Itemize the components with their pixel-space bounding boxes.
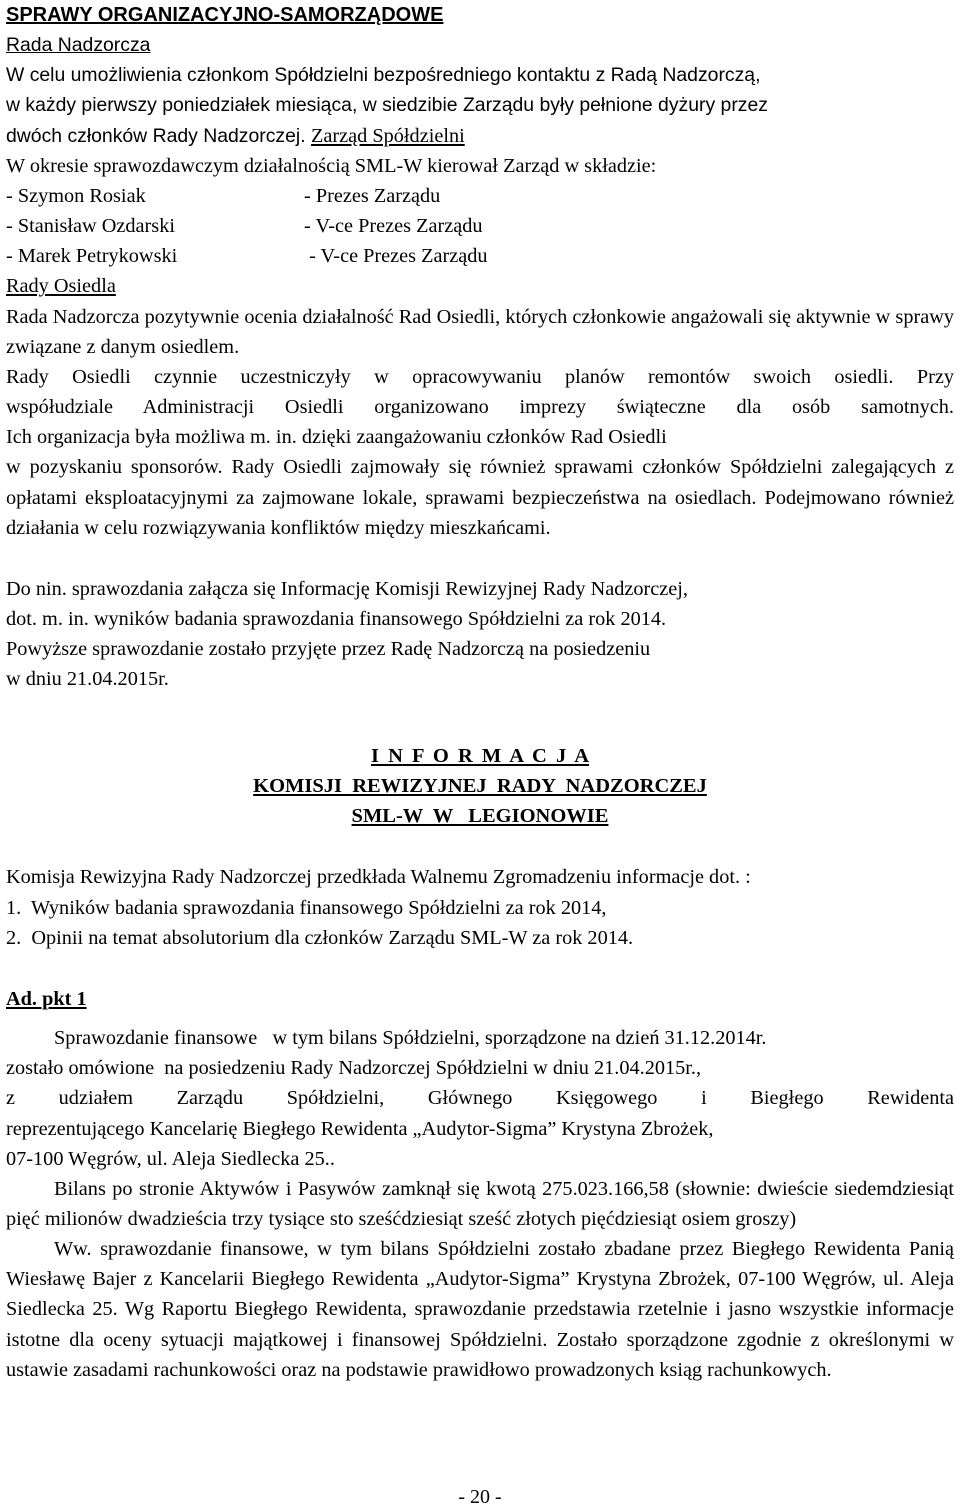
ad-pkt1-line-4: reprezentującego Kancelarię Biegłego Rewidenta „Audytor-Sigma” Krystyna Zbrożek,	[6, 1117, 714, 1140]
member-name: - Szymon Rosiak	[6, 184, 146, 207]
zarzad-member-3	[6, 241, 954, 271]
member-name: - Marek Petrykowski	[6, 245, 178, 268]
rady-osiedla-line-3: Ich organizacja była możliwa m. in. dzięki zaangażowaniu członków Rad Osiedli	[6, 426, 667, 449]
zarzad-member-1	[6, 181, 954, 211]
ad-pkt1-heading: Ad. pkt 1	[6, 987, 87, 1010]
ad-pkt1-line-2: zostało omówione na posiedzeniu Rady Nadzorczej Spółdzielni w dniu 21.04.2015r.,	[6, 1057, 702, 1080]
informacja-section	[6, 862, 954, 952]
rada-nadzorcza-text-3-start: dwóch członków Rady Nadzorczej.	[6, 124, 306, 147]
informacja-title-2: KOMISJI REWIZYJNEJ RADY NADZORCZEJ	[253, 775, 707, 798]
member-role: - V-ce Prezes Zarządu	[304, 245, 488, 268]
rada-nadzorcza-heading: Rada Nadzorcza	[6, 34, 151, 57]
member-role: - Prezes Zarządu	[304, 184, 441, 207]
rada-nadzorcza-text-2: w każdy pierwszy poniedziałek miesiąca, w siedzibie Zarządu były pełnione dyżury przez	[6, 94, 768, 117]
member-role: - V-ce Prezes Zarządu	[304, 215, 483, 238]
zarzad-member-2	[6, 211, 954, 241]
member-name: - Stanisław Ozdarski	[6, 215, 175, 238]
informacja-intro: Komisja Rewizyjna Rady Nadzorczej przedkłada Walnemu Zgromadzeniu informacje dot. :	[6, 866, 751, 889]
rady-osiedla-line-1: Rady Osiedli czynnie uczestniczyły w opracowywaniu planów remontów swoich osiedli. Przy	[6, 365, 954, 388]
closing-line-3: Powyższe sprawozdanie zostało przyjęte przez Radę Nadzorczą na posiedzeniu	[6, 638, 651, 661]
rady-osiedla-paragraph-1: Rada Nadzorcza pozytywnie ocenia działalność Rad Osiedli, których członkowie angażowali się aktywnie w sprawy związane z danym osiedlem.	[6, 305, 954, 358]
closing-line-2: dot. m. in. wyników badania sprawozdania finansowego Spółdzielni za rok 2014.	[6, 607, 667, 630]
ad-pkt1-section	[6, 984, 954, 1385]
page-number: - 20 -	[458, 1486, 502, 1508]
closing-line-1: Do nin. sprawozdania załącza się Informację Komisji Rewizyjnej Rady Nadzorczej,	[6, 577, 688, 600]
informacja-item-2: 2. Opinii na temat absolutorium dla członków Zarządu SML-W za rok 2014.	[6, 926, 634, 949]
informacja-title	[6, 741, 954, 831]
rady-osiedla-section	[6, 271, 954, 542]
zarzad-intro: W okresie sprawozdawczym działalnością SML-W kierował Zarząd w składzie:	[6, 154, 657, 177]
closing-line-4: w dniu 21.04.2015r.	[6, 668, 169, 691]
rady-osiedla-line-2: współudziale Administracji Osiedli organizowano imprezy świąteczne dla osób samotnych.	[6, 396, 954, 419]
rady-osiedla-paragraph-2: w pozyskaniu sponsorów. Rady Osiedli zajmowały się również sprawami członków Spółdzielni zalegających z opłatami eksploatacyjnymi za zajmowane lokale, sprawami bezpieczeństwa na osiedlach. Podejmowano również działania w celu rozwiązywania konfliktów między mieszkańcami.	[6, 456, 954, 539]
informacja-title-1: I N F O R M A C J A	[370, 745, 590, 768]
rada-nadzorcza-text-3	[6, 121, 954, 151]
rady-osiedla-heading: Rady Osiedla	[6, 275, 116, 298]
rada-nadzorcza-text-1: W celu umożliwienia członkom Spółdzielni bezpośredniego kontaktu z Radą Nadzorczą,	[6, 64, 761, 87]
zarzad-heading: Zarząd Spółdzielni	[311, 124, 465, 147]
ad-pkt1-line-1: Sprawozdanie finansowe w tym bilans Spółdzielni, sporządzone na dzień 31.12.2014r.	[54, 1027, 767, 1050]
informacja-item-1: 1. Wyników badania sprawozdania finansowego Spółdzielni za rok 2014,	[6, 896, 607, 919]
zarzad-section	[6, 151, 954, 272]
section-heading: SPRAWY ORGANIZACYJNO-SAMORZĄDOWE	[6, 4, 444, 26]
ad-pkt1-line-3: z udziałem Zarządu Spółdzielni, Głównego Księgowego i Biegłego Rewidenta	[6, 1087, 954, 1110]
ad-pkt1-line-5: 07-100 Węgrów, ul. Aleja Siedlecka 25..	[6, 1147, 335, 1170]
closing-section	[6, 574, 954, 695]
ad-pkt1-paragraph-2: Bilans po stronie Aktywów i Pasywów zamknął się kwotą 275.023.166,58 (słownie: dwieście siedemdziesiąt pięć milionów dwadzieścia trzy tysiące sto sześćdziesiąt sześć złotych pięćdziesiąt osiem groszy)	[6, 1177, 954, 1230]
informacja-title-3: SML-W W LEGIONOWIE	[351, 805, 609, 828]
ad-pkt1-paragraph-3: Ww. sprawozdanie finansowe, w tym bilans Spółdzielni zostało zbadane przez Biegłego Rewidenta Panią Wiesławę Bajer z Kancelarii Biegłego Rewidenta „Audytor-Sigma” Krystyna Zbrożek, 07-100 Węgrów, ul. Aleja Siedlecka 25. Wg Raportu Biegłego Rewidenta, sprawozdanie przedstawia rzetelnie i jasno wszystkie informacje istotne dla oceny sytuacji majątkowej i finansowej Spółdzielni. Zostało sporządzone zgodnie z określonymi w ustawie zasadami rachunkowości oraz na podstawie prawidłowo prowadzonych ksiąg rachunkowych.	[6, 1238, 954, 1381]
rada-nadzorcza-section	[6, 30, 954, 151]
